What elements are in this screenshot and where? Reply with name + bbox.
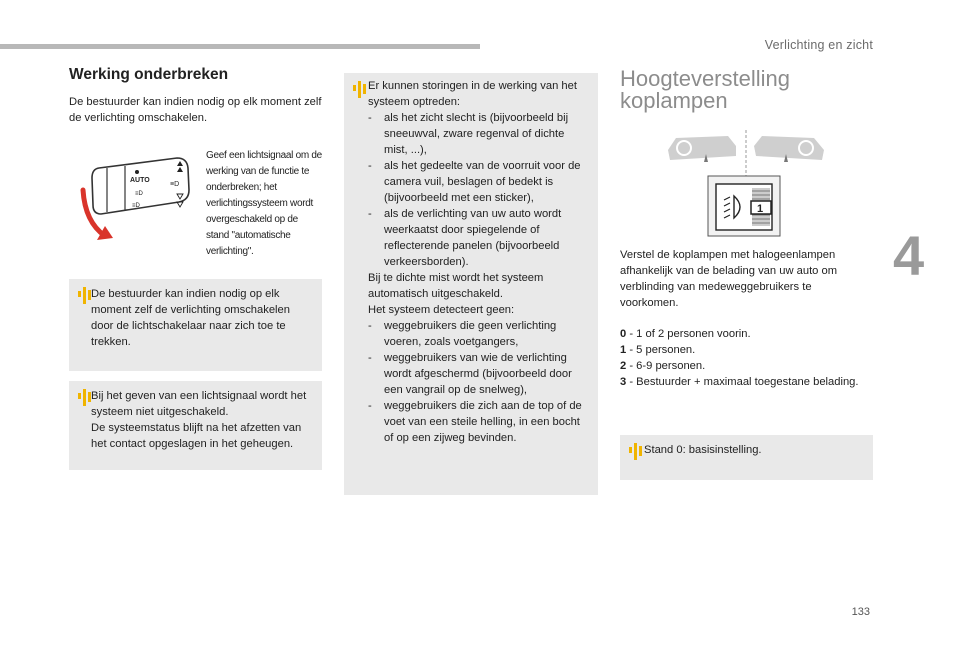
info-box-malfunctions	[344, 73, 598, 495]
fog-text: Bij te dichte mist wordt het systeem automatisch uitgeschakeld.	[368, 272, 544, 300]
stalk-caption: Geef een lichtsignaal om de werking van de functie te onderbreken; het verlichtingssysteem wordt overgeschakeld op de stand "automatische verlichting".	[206, 150, 322, 257]
svg-text:1: 1	[757, 203, 764, 215]
malfunction-intro: Er kunnen storingen in de werking van het systeem optreden:	[368, 80, 577, 108]
intro-paragraph: De bestuurder kan indien nodig op elk moment zelf de verlichting omschakelen.	[69, 96, 322, 124]
svg-text:≡D: ≡D	[170, 181, 180, 188]
info-box-light-signal	[69, 381, 322, 470]
car-tilt-icon	[668, 130, 824, 176]
level-item: 2 - 6-9 personen.	[620, 360, 706, 372]
load-levels	[620, 326, 870, 390]
header-rule	[0, 44, 480, 49]
info-icon	[78, 389, 90, 406]
detect-text: Het systeem detecteert geen:	[368, 304, 515, 316]
list-item: - als het zicht slecht is (bijvoorbeeld bij sneeuwval, zware regenval of dichte mist, ...),	[368, 112, 569, 156]
list-item: - weggebruikers die zich aan de top of de voet van een steile helling, in een bocht of op een zijweg bevinden.	[368, 400, 582, 444]
info-text: De bestuurder kan indien nodig op elk moment zelf de verlichting omschakelen door de lichtschakelaar naar zich toe te trekken.	[91, 288, 290, 348]
list-item: - als het gedeelte van de voorruit voor de camera vuil, beslagen of bedekt is (bijvoorbeeld met een sticker),	[368, 160, 581, 204]
level-item: 0 - 1 of 2 personen voorin.	[620, 328, 751, 340]
info-icon	[629, 443, 641, 460]
stalk-illustration	[77, 150, 202, 250]
info-text: De systeemstatus blijft na het afzetten van het contact opgeslagen in het geheugen.	[91, 422, 302, 450]
info-icon	[353, 81, 365, 98]
list-item: - weggebruikers van wie de verlichting wordt afgeschermd (bijvoorbeeld door een vangrail op de snelweg),	[368, 352, 572, 396]
info-icon	[78, 287, 90, 304]
svg-text:≡D: ≡D	[132, 203, 140, 209]
info-text: Bij het geven van een lichtsignaal wordt het systeem niet uitgeschakeld.	[91, 390, 307, 418]
level-item: 3 - Bestuurder + maximaal toegestane belading.	[620, 376, 859, 388]
info-box-basic-setting	[620, 435, 873, 480]
list-item: - weggebruikers die geen verlichting voeren, zoals voetgangers,	[368, 320, 557, 348]
section-title-hoogteverstelling: Hoogteverstelling koplampen	[620, 66, 790, 113]
chapter-number: 4	[893, 224, 925, 287]
svg-text:≡D: ≡D	[135, 191, 143, 197]
info-text: Stand 0: basisinstelling.	[644, 444, 762, 456]
section-title-werking: Werking onderbreken	[69, 66, 229, 83]
page-number: 133	[851, 606, 870, 618]
info-box-manual-switch	[69, 279, 322, 371]
headlamp-adjust-diagram	[666, 128, 826, 238]
list-item: - als de verlichting van uw auto wordt weerkaatst door spiegelende of reflecterende panelen (bijvoorbeeld verkeersborden).	[368, 208, 562, 268]
headlamp-level-icon	[708, 176, 780, 236]
headlamp-intro: Verstel de koplampen met halogeenlampen afhankelijk van de belading van uw auto om verblinding van medeweggebruikers te voorkomen.	[620, 249, 838, 309]
section-header: Verlichting en zicht	[764, 38, 873, 52]
level-item: 1 - 5 personen.	[620, 344, 696, 356]
svg-text:AUTO: AUTO	[130, 177, 150, 184]
